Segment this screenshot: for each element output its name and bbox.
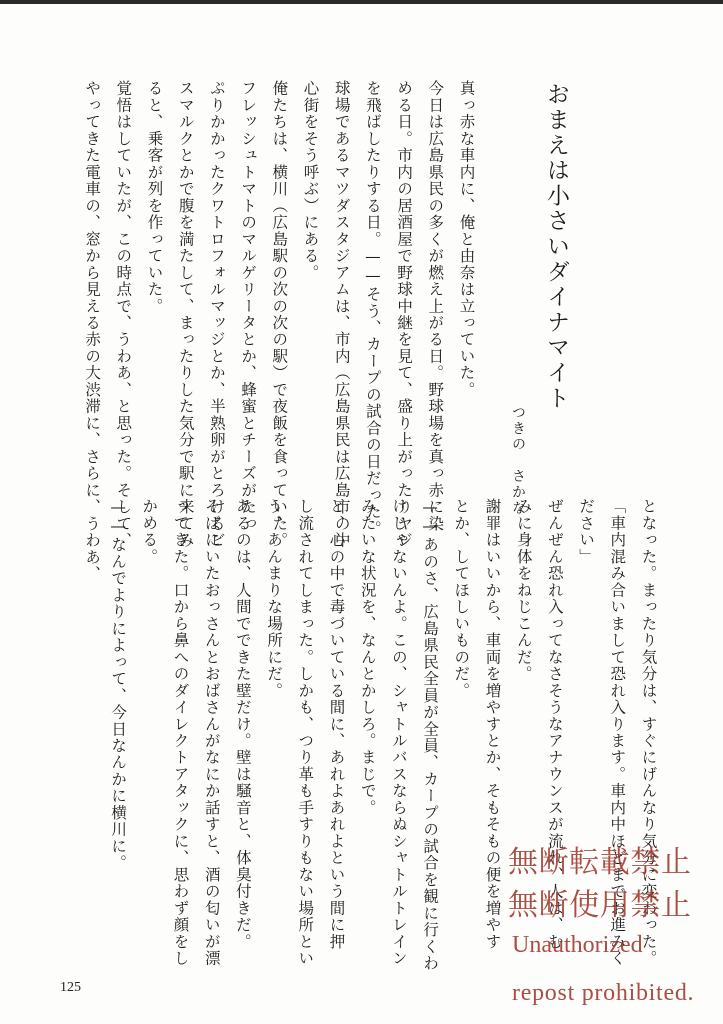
watermark-line-3: Unauthorized <box>512 932 643 958</box>
text-column: ぜんぜん恐れ入ってなさそうなアナウンスが流れ、人は、む <box>545 498 564 950</box>
watermark-line-2: 無断使用禁止 <box>508 888 692 923</box>
text-column: そばにいたおっさんとおばさんがなにか話すと、酒の匂いが漂 <box>202 498 221 967</box>
text-column: 「車内混み合いまして恐れ入ります。車内中ほどまでお進みく <box>608 498 627 967</box>
text-column: フレッシュトマトのマルゲリータとか、蜂蜜とチーズがたっ <box>239 80 258 532</box>
text-column: となった。まったり気分は、すぐにげんなり気分に変わった。 <box>639 498 658 967</box>
text-column: 真っ赤な車内に、俺と由奈は立っていた。 <box>457 80 476 399</box>
text-column: みに身体をねじこんだ。 <box>514 498 533 683</box>
text-column: と、心の中で毒づいている間に、あれよあれよという間に押 <box>327 498 346 950</box>
text-column: 球場であるマツダスタジアムは、市内（広島県民は広島市の中 <box>332 80 351 549</box>
watermark-line-4: repost prohibited. <box>512 980 695 1006</box>
text-column: あるのは、人間でできた壁だけ。壁は騒音と、体臭付きだ。 <box>233 498 252 950</box>
text-column: ださい」 <box>577 498 596 565</box>
text-column: う、あんまりな場所にだ。 <box>265 498 284 699</box>
text-column: し流されてしまった。しかも、つり革も手すりもない場所とい <box>296 498 315 967</box>
text-column: かめる。 <box>140 498 159 565</box>
text-column: を飛ばしたりする日。——そう、カープの試合の日だった。 <box>363 80 382 537</box>
author-name: つきの さかな <box>510 405 526 517</box>
text-column: ってきた。口から鼻へのダイレクトアタックに、思わず顔をし <box>171 498 190 967</box>
text-column: 心街をそう呼ぶ）にある。 <box>301 80 320 281</box>
text-column: 謝罪はいいから、車両を増やすとか、そもそもの便を増やす <box>483 498 502 950</box>
text-column: ——あのさ、広島県民全員が全員、カープの試合を観に行くわ <box>421 498 440 972</box>
text-column: やってきた電車の、窓から見える赤の大渋滞に、さらに、うわあ、 <box>83 80 102 583</box>
text-column: スマルクとかで腹を満たして、まったりした気分で駅に来てみ <box>176 80 195 549</box>
text-column: 今日は広島県民の多くが燃え上がる日。野球場を真っ赤に染 <box>426 80 445 532</box>
text-column: 俺たちは、横川（広島駅の次の次の駅）で夜飯を食っていた。 <box>270 80 289 549</box>
text-column: けじゃないんよ。この、シャトルバスならぬシャトルトレイン <box>389 498 408 967</box>
watermark-line-1: 無断転載禁止 <box>508 845 692 880</box>
top-border <box>0 0 723 4</box>
text-column: ると、乗客が列を作っていた。 <box>145 80 164 315</box>
text-column: ぷりかかったクワトロフォルマッジとか、半熟卵がとろけるビ <box>207 80 226 549</box>
text-column: ——なんでよりによって、今日なんかに横川に。 <box>109 498 128 872</box>
page-number: 125 <box>60 980 81 995</box>
text-column: める日。市内の居酒屋で野球中継を見て、盛り上がったりヤジ <box>395 80 414 549</box>
text-column: みたいな状況を、なんとかしろ。まじで。 <box>358 498 377 817</box>
text-column: とか、してほしいものだ。 <box>452 498 471 699</box>
story-title: おまえは小さいダイナマイト <box>543 82 569 411</box>
text-column: 覚悟はしていたが、この時点で、うわあ、と思った。そして、 <box>114 80 133 549</box>
